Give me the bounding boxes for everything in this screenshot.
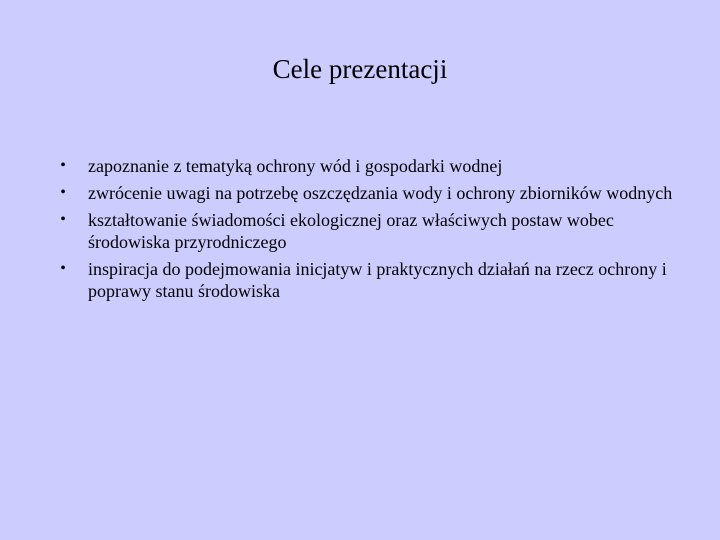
bullet-list: [56, 155, 686, 302]
bullet-text: kształtowanie świadomości ekologicznej oraz właściwych postaw wobec środowiska przyrodniczego: [88, 210, 614, 252]
bullet-item: [56, 182, 686, 204]
bullet-item: [56, 258, 686, 302]
bullet-icon: •: [60, 211, 66, 228]
bullet-icon: •: [60, 157, 66, 174]
bullet-icon: •: [60, 184, 66, 201]
bullet-item: [56, 209, 686, 253]
bullet-text: inspiracja do podejmowania inicjatyw i praktycznych działań na rzecz ochrony i poprawy stanu środowiska: [88, 259, 667, 301]
bullet-icon: •: [60, 260, 66, 277]
slide-title: Cele prezentacji: [272, 54, 448, 84]
bullet-text: zwrócenie uwagi na potrzebę oszczędzania wody i ochrony zbiorników wodnych: [88, 183, 673, 203]
bullet-text: zapoznanie z tematyką ochrony wód i gospodarki wodnej: [88, 156, 503, 176]
bullet-item: [56, 155, 686, 177]
